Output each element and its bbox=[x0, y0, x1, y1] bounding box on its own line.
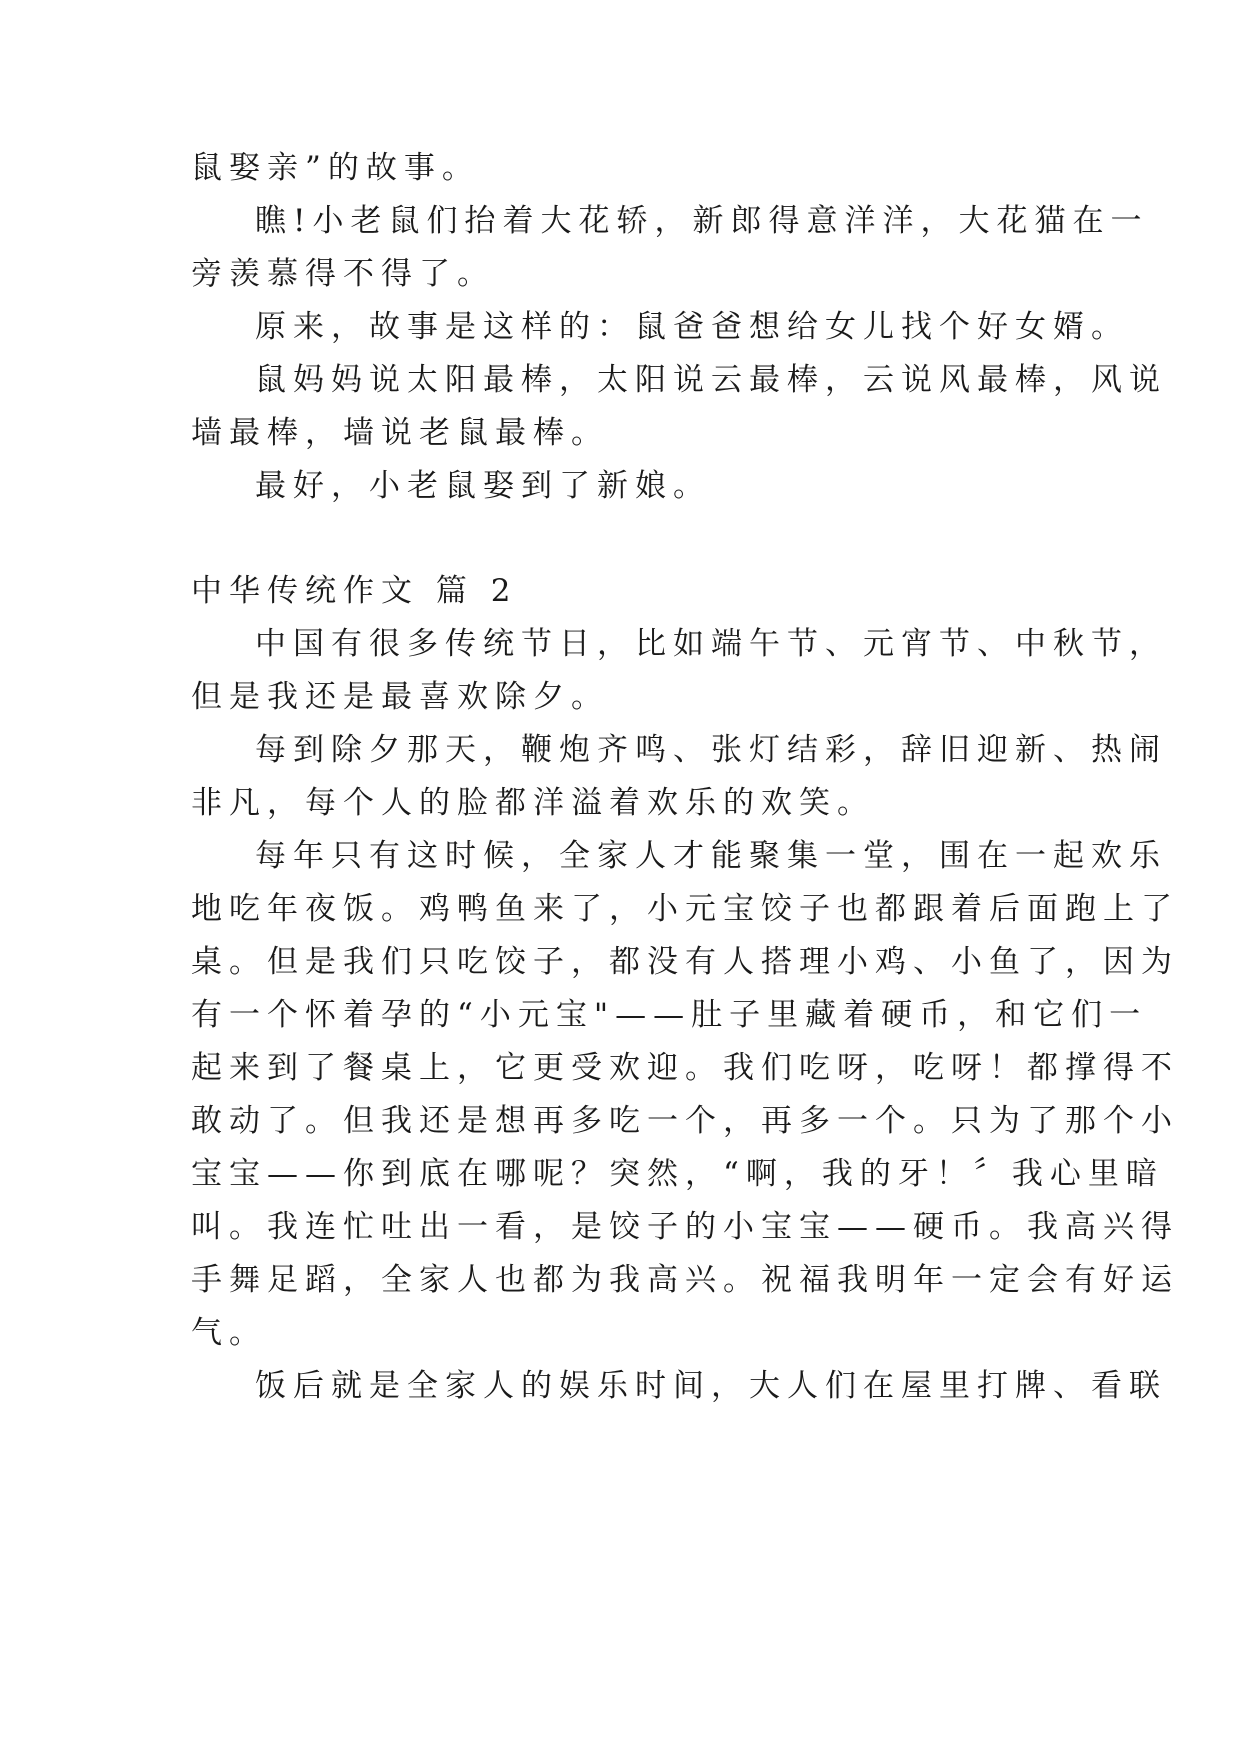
section-heading: 中华传统作文 篇 2 bbox=[191, 573, 518, 609]
text-line: 地吃年夜饭。鸡鸭鱼来了，小元宝饺子也都跟着后面跑上了 bbox=[191, 891, 1179, 927]
text-line: 手舞足蹈，全家人也都为我高兴。祝福我明年一定会有好运 bbox=[191, 1262, 1179, 1298]
text-line: 鼠娶亲”的故事。 bbox=[191, 150, 480, 186]
text-line: 但是我还是最喜欢除夕。 bbox=[191, 679, 609, 715]
text-line: 叫。我连忙吐出一看，是饺子的小宝宝——硬币。我高兴得 bbox=[191, 1209, 1179, 1245]
text-line: 每到除夕那天，鞭炮齐鸣、张灯结彩，辞旧迎新、热闹 bbox=[255, 732, 1167, 768]
text-line: 宝宝——你到底在哪呢？突然，“啊，我的牙！〞我心里暗 bbox=[191, 1156, 1164, 1192]
text-line: 原来，故事是这样的：鼠爸爸想给女儿找个好女婿。 bbox=[255, 309, 1129, 345]
text-line: 墙最棒，墙说老鼠最棒。 bbox=[191, 415, 609, 451]
text-line: 鼠妈妈说太阳最棒，太阳说云最棒，云说风最棒，风说 bbox=[255, 362, 1167, 398]
text-line: 每年只有这时候，全家人才能聚集一堂，围在一起欢乐 bbox=[255, 838, 1167, 874]
text-line: 桌。但是我们只吃饺子，都没有人搭理小鸡、小鱼了，因为 bbox=[191, 944, 1179, 980]
text-line: 非凡，每个人的脸都洋溢着欢乐的欢笑。 bbox=[191, 785, 875, 821]
text-line: 旁羡慕得不得了。 bbox=[191, 256, 495, 292]
text-line: 饭后就是全家人的娱乐时间，大人们在屋里打牌、看联 bbox=[255, 1368, 1167, 1404]
text-line: 中国有很多传统节日，比如端午节、元宵节、中秋节， bbox=[255, 626, 1167, 662]
text-line: 有一个怀着孕的“小元宝"——肚子里藏着硬币，和它们一 bbox=[191, 997, 1148, 1033]
text-line: 敢动了。但我还是想再多吃一个，再多一个。只为了那个小 bbox=[191, 1103, 1179, 1139]
text-line: 瞧!小老鼠们抬着大花轿，新郎得意洋洋，大花猫在一 bbox=[255, 203, 1149, 239]
text-line: 起来到了餐桌上，它更受欢迎。我们吃呀，吃呀！都撑得不 bbox=[191, 1050, 1179, 1086]
text-line: 最好，小老鼠娶到了新娘。 bbox=[255, 468, 711, 504]
text-line: 气。 bbox=[191, 1315, 267, 1351]
